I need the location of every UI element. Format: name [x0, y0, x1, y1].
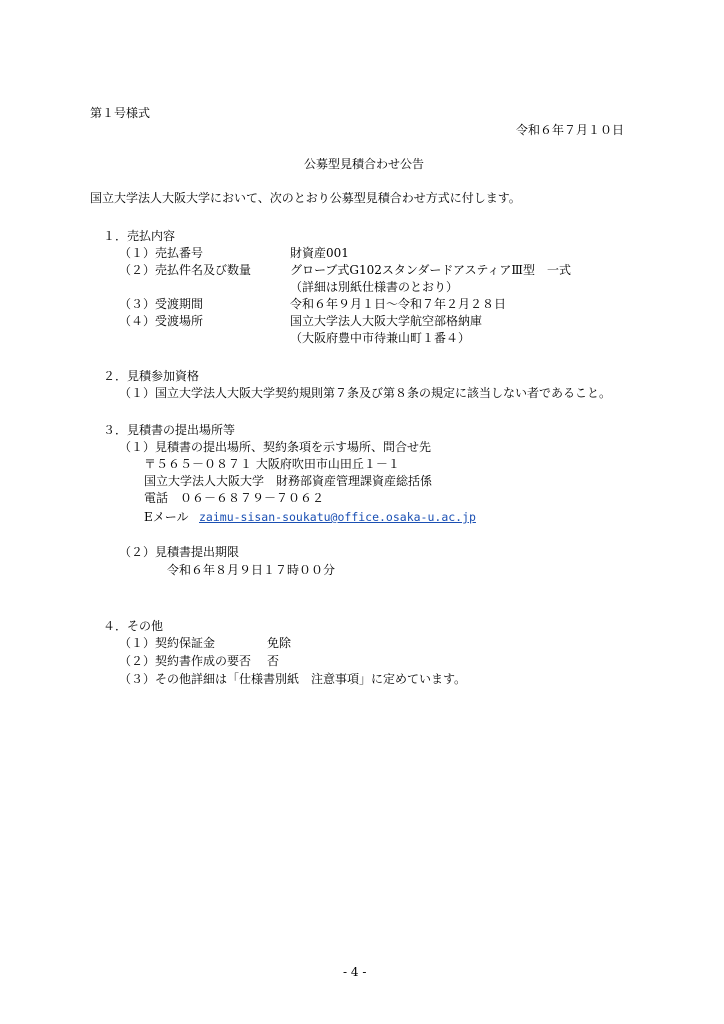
intro-text: 国立大学法人大阪大学において、次のとおり公募型見積合わせ方式に付します。 — [90, 191, 521, 205]
section-3-heading: ３．見積書の提出場所等 — [103, 423, 236, 437]
contact-office: 国立大学法人大阪大学 財務部資産管理課資産総括係 — [144, 474, 433, 488]
section-4-item-2-label: （２）契約書作成の要否 — [119, 654, 252, 668]
section-2-item-1: （１）国立大学法人大阪大学契約規則第７条及び第８条の規定に該当しない者であること。 — [119, 386, 612, 400]
section-1-item-1-label: （１）売払番号 — [119, 246, 204, 260]
contact-address: 〒５６５－０８７１ 大阪府吹田市山田丘１－１ — [144, 457, 400, 471]
section-2-heading: ２．見積参加資格 — [103, 369, 200, 383]
document-date: 令和６年７月１０日 — [516, 123, 625, 137]
section-4-item-1-value: 免除 — [267, 636, 292, 650]
submission-deadline: 令和６年８月９日１７時００分 — [167, 563, 336, 577]
section-3-item-2: （２）見積書提出期限 — [119, 545, 240, 559]
section-1-item-2-note: （詳細は別紙仕様書のとおり） — [290, 280, 459, 294]
contact-email-link[interactable]: zaimu-sisan-soukatu@office.osaka-u.ac.jp — [199, 510, 476, 524]
section-1-item-2-label: （２）売払件名及び数量 — [119, 263, 252, 277]
section-1-item-3-label: （３）受渡期間 — [119, 297, 204, 311]
section-1-item-1-value: 財資産001 — [290, 246, 349, 260]
contact-email-label: Eメール — [144, 510, 189, 524]
section-1-item-4-value: 国立大学法人大阪大学航空部格納庫 — [290, 314, 483, 328]
section-1-item-3-value: 令和６年９月１日～令和７年２月２８日 — [290, 297, 507, 311]
page-number: - 4 - — [343, 965, 367, 979]
section-3-item-1: （１）見積書の提出場所、契約条項を示す場所、問合せ先 — [119, 440, 432, 454]
contact-phone: 電話 ０６－６８７９－７０６２ — [144, 491, 325, 505]
section-1-heading: １．売払内容 — [103, 229, 176, 243]
form-number: 第１号様式 — [90, 106, 151, 120]
document-title: 公募型見積合わせ公告 — [304, 157, 425, 171]
section-4-item-2-value: 否 — [267, 654, 280, 668]
section-4-heading: ４．その他 — [103, 619, 164, 633]
section-1-item-4-note: （大阪府豊中市待兼山町１番４） — [290, 331, 471, 345]
section-4-item-3: （３）その他詳細は「仕様書別紙 注意事項」に定めています。 — [119, 672, 467, 686]
section-4-item-1-label: （１）契約保証金 — [119, 636, 216, 650]
section-1-item-4-label: （４）受渡場所 — [119, 314, 204, 328]
section-1-item-2-value: グローブ式G102スタンダードアスティアⅢ型 一式 — [290, 263, 571, 277]
